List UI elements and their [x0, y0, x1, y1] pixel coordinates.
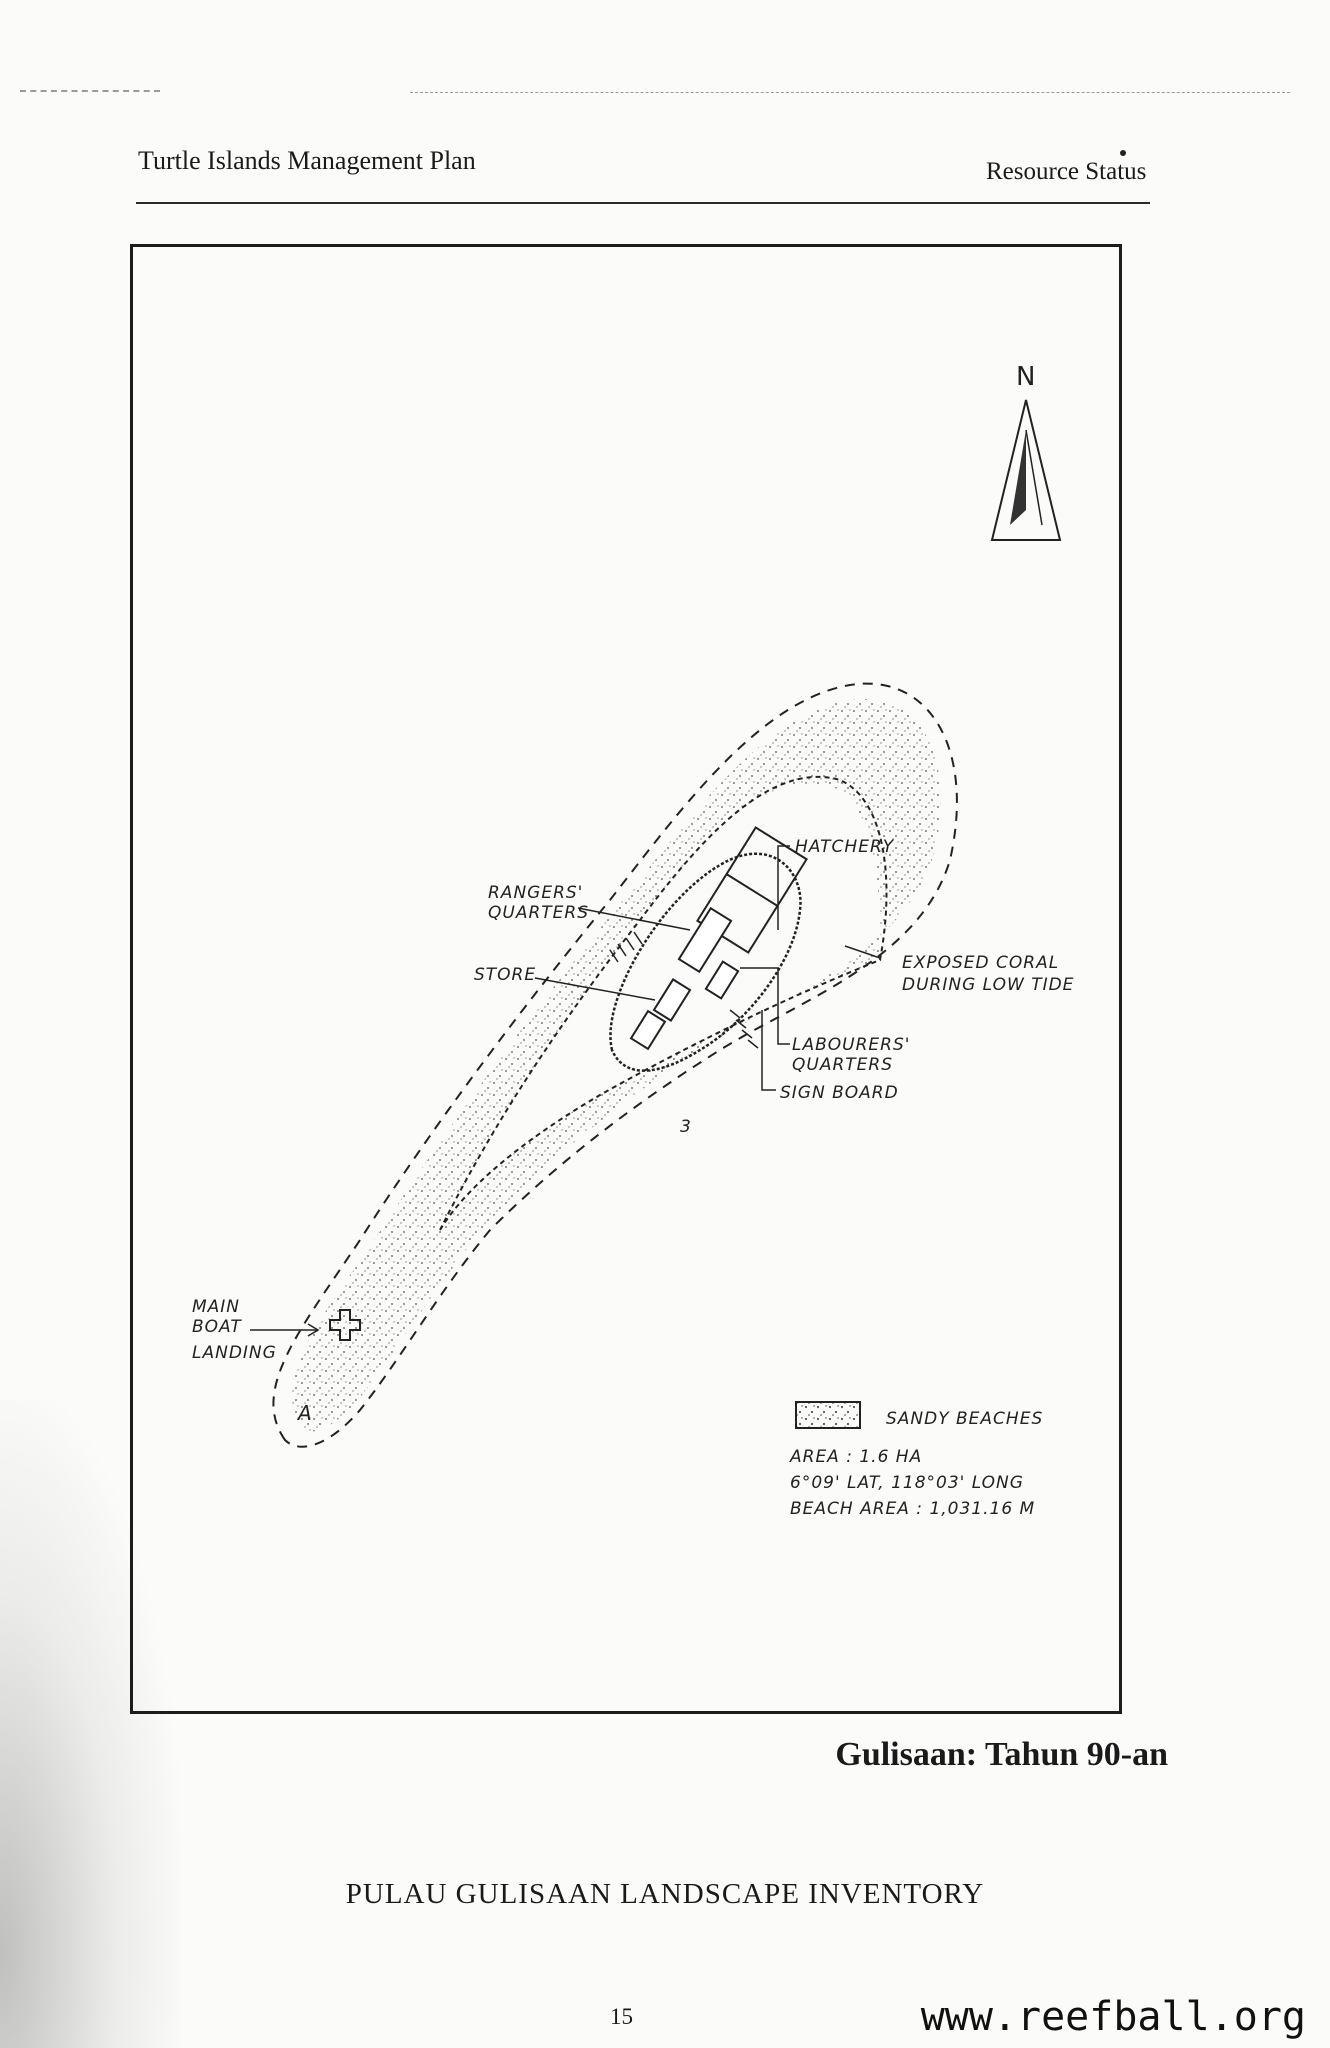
label-rangers-line2: QUARTERS: [488, 903, 589, 923]
legend-area: AREA : 1.6 HA: [790, 1447, 923, 1467]
running-header-title: Turtle Islands Management Plan: [138, 146, 476, 175]
label-landing-line2: BOAT: [192, 1317, 242, 1337]
label-sign-board: SIGN BOARD: [780, 1083, 899, 1103]
north-label: N: [1016, 362, 1037, 392]
legend-swatch: [796, 1402, 860, 1428]
legend-coordinates: 6°09' LAT, 118°03' LONG: [790, 1473, 1024, 1493]
store-building: [654, 979, 690, 1020]
label-hatchery: HATCHERY: [795, 837, 895, 857]
map-caption: Gulisaan: Tahun 90-an: [835, 1736, 1168, 1773]
label-labourers-line1: LABOURERS': [792, 1035, 911, 1055]
page-number: 15: [610, 2004, 633, 2029]
label-mark-3: 3: [680, 1117, 692, 1137]
label-point-a: A: [298, 1401, 313, 1425]
legend-sandy-beaches: SANDY BEACHES: [886, 1409, 1044, 1429]
store-building-2: [631, 1011, 665, 1049]
watermark: www.reefball.org: [920, 1994, 1306, 2040]
labourers-quarters: [706, 962, 738, 999]
legend-beach-area: BEACH AREA : 1,031.16 M: [790, 1499, 1036, 1519]
north-arrow-icon: [992, 400, 1060, 540]
label-coral-line1: EXPOSED CORAL: [902, 953, 1060, 973]
label-store: STORE: [474, 965, 537, 985]
label-landing-line3: LANDING: [192, 1343, 277, 1363]
label-rangers-line1: RANGERS': [488, 883, 584, 903]
label-labourers-line2: QUARTERS: [792, 1055, 893, 1075]
figure-title: PULAU GULISAAN LANDSCAPE INVENTORY: [345, 1878, 985, 1910]
running-header-section: Resource Status: [986, 158, 1147, 185]
label-landing-line1: MAIN: [192, 1297, 241, 1317]
label-coral-line2: DURING LOW TIDE: [902, 975, 1075, 995]
